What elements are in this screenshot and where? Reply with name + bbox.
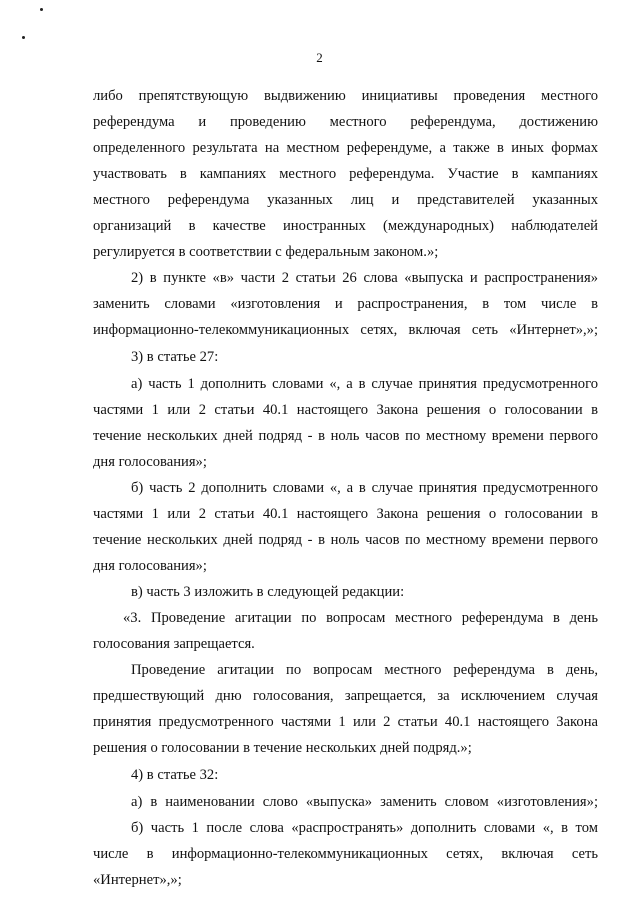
text-line: а) в наименовании слово «выпуска» заменить словом «изготовления»; [131,794,598,810]
text-line: в) часть 3 изложить в следующей редакции: [131,584,405,600]
text-line: участвовать в кампаниях местного референдума. Участие в кампаниях [93,166,598,182]
text-line: принятия предусмотренного частями 1 или 2 статьи 40.1 настоящего Закона [93,714,598,730]
text-line: регулируется в соответствии с федеральным законом.»; [93,244,439,260]
text-line: информационно-телекоммуникационных сетях, включая сеть «Интернет»,»; [93,322,598,338]
text-line: «3. Проведение агитации по вопросам местного референдума в день [123,610,598,626]
text-line: б) часть 1 после слова «распространять» дополнить словами «, в том [131,820,598,836]
text-line: частями 1 или 2 статьи 40.1 настоящего Закона решения о голосовании в [93,402,598,418]
scan-speck [40,8,43,11]
text-line: дня голосования»; [93,558,207,574]
text-line: заменить словами «изготовления и распространения, в том числе в [93,296,598,312]
text-line: референдума и проведению местного референдума, достижению [93,114,598,130]
text-line: 4) в статье 32: [131,767,219,783]
text-line: частями 1 или 2 статьи 40.1 настоящего Закона решения о голосовании в [93,506,598,522]
text-line: организаций в качестве иностранных (международных) наблюдателей [93,218,598,234]
text-line: течение нескольких дней подряд - в ноль часов по местному времени первого [93,428,598,444]
text-line: Проведение агитации по вопросам местного референдума в день, [131,662,598,678]
text-line: течение нескольких дней подряд - в ноль часов по местному времени первого [93,532,598,548]
text-line: решения о голосовании в течение нескольких дней подряд.»; [93,740,472,756]
text-line: а) часть 1 дополнить словами «, а в случае принятия предусмотренного [131,376,598,392]
text-line: дня голосования»; [93,454,207,470]
scan-speck [22,36,25,39]
text-line: определенного результата на местном референдуме, а также в иных формах [93,140,598,156]
text-line: предшествующий дню голосования, запрещается, за исключением случая [93,688,598,704]
text-line: «Интернет»,»; [93,872,182,888]
text-line: числе в информационно-телекоммуникационных сетях, включая сеть [93,846,598,862]
page-number: 2 [316,50,323,65]
text-line: местного референдума указанных лиц и представителей указанных [93,192,598,208]
text-line: либо препятствующую выдвижению инициативы проведения местного [93,88,598,104]
text-line: б) часть 2 дополнить словами «, а в случае принятия предусмотренного [131,480,598,496]
text-line: 3) в статье 27: [131,349,219,365]
text-line: голосования запрещается. [93,636,255,652]
text-line: 2) в пункте «в» части 2 статьи 26 слова «выпуска и распространения» [131,270,598,286]
